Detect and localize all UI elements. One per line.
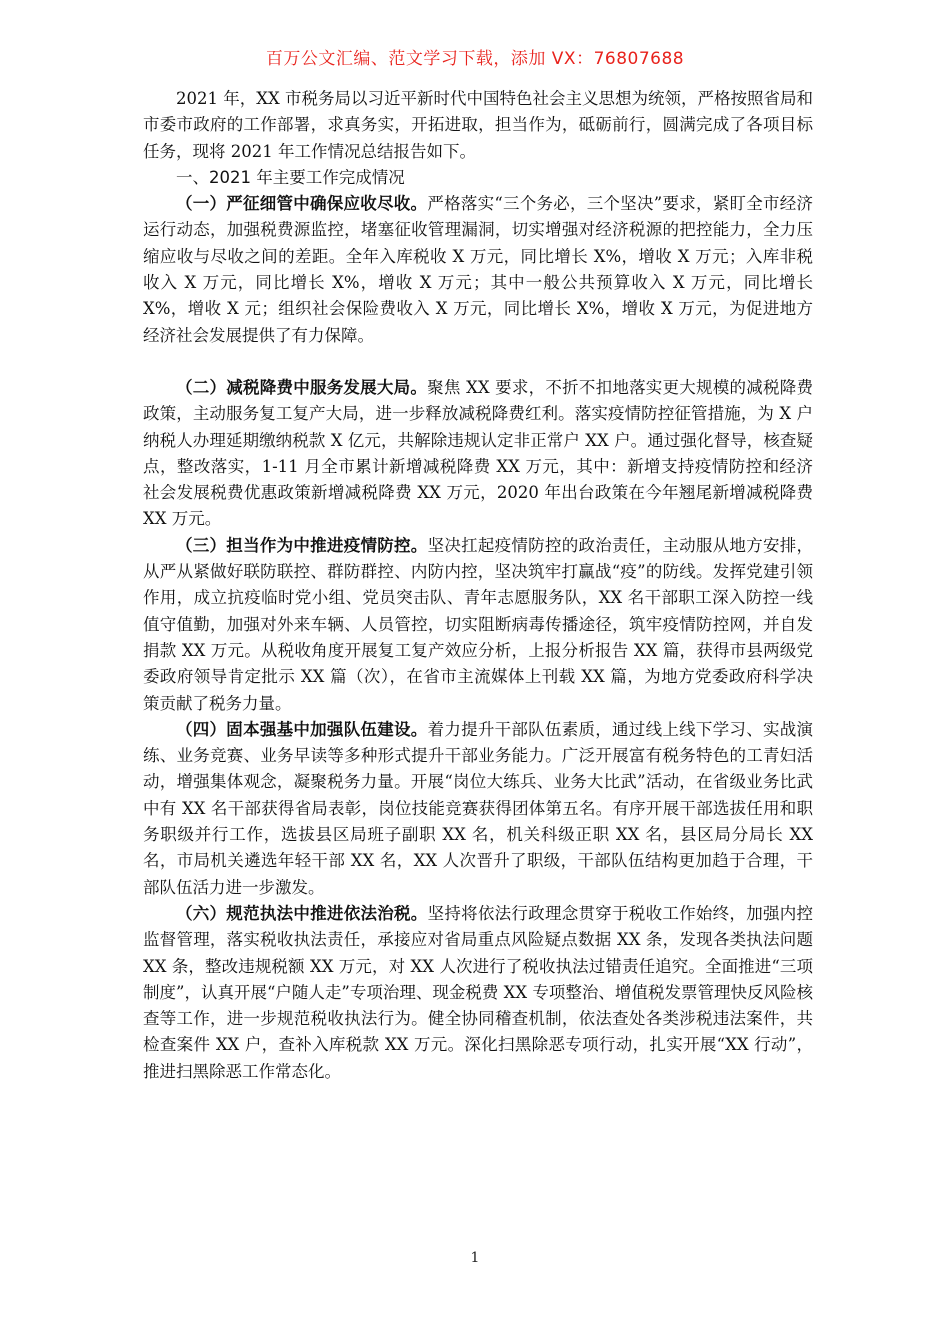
document-body [143,86,813,1085]
item-text-2: 聚焦 XX 要求，不折不扣地落实更大规模的减税降费政策，主动服务复工复产大局，进一步释放减税降费红利。落实疫情防控征管措施，为 X 户纳税人办理延期缴纳税款 X 亿元，共解除违规认定非正常户 XX 户。通过强化督导，核查疑点，整改落实，1-11 月全市累计新增减税降费 XX 万元，其中：新增支持疫情防控和经济社会发展税费优惠政策新增减税降费 XX 万元，2020 年出台政策在今年翘尾新增减税降费 XX 万元。 [143,377,813,529]
item-text-1: 严格落实“三个务必，三个坚决”要求，紧盯全市经济运行动态，加强税费源监控，堵塞征收管理漏洞，切实增强对经济税源的把控能力，全力压缩应收与尽收之间的差距。全年入库税收 X 万元，同比增长 X%，增收 X 万元；入库非税收入 X 万元，同比增长 X%，增收 X 万元；其中一般公共预算收入 X 万元，同比增长 X%，增收 X 元；组织社会保险费收入 X 万元，同比增长 X%，增收 X 万元，为促进地方经济社会发展提供了有力保障。 [143,194,814,345]
item-text-5: 坚持将依法行政理念贯穿于税收工作始终，加强内控监督管理，落实税收执法责任，承接应对省局重点风险疑点数据 XX 条，发现各类执法问题 XX 条，整改违规税额 XX 万元，对 XX 人次进行了税收执法过错责任追究。全面推进“三项制度”，认真开展“户随人走”专项治理、现金税费 XX 专项整治、增值税发票管理快反风险核查等工作，进一步规范税收执法行为。健全协同稽查机制，依法查处各类涉税违法案件，共检查案件 XX 户，查补入库税款 XX 万元。深化扫黑除恶专项行动，扎实开展“XX 行动”，推进扫黑除恶工作常态化。 [143,903,814,1081]
section-heading: 一、2021 年主要工作完成情况 [176,167,405,187]
item-paragraph-2 [143,375,813,533]
item-heading-5: （六）规范执法中推进依法治税。 [176,903,428,923]
item-text-4: 着力提升干部队伍素质，通过线上线下学习、实战演练、业务竞赛、业务早读等多种形式提升干部业务能力。广泛开展富有税务特色的工青妇活动，增强集体观念，凝聚税务力量。开展“岗位大练兵、业务大比武”活动，在省级业务比武中有 XX 名干部获得省局表彰，岗位技能竞赛获得团体第五名。有序开展干部选拔任用和职务职级并行工作，选拔县区局班子副职 XX 名，机关科级正职 XX 名，县区局分局长 XX 名，市局机关遴选年轻干部 XX 名，XX 人次晋升了职级，干部队伍结构更加趋于合理，干部队伍活力进一步激发。 [143,719,814,897]
item-heading-4: （四）固本强基中加强队伍建设。 [176,719,428,739]
item-heading-3: （三）担当作为中推进疫情防控。 [176,535,428,555]
item-paragraph-3 [143,533,813,717]
item-paragraph-5 [143,901,813,1085]
page-number: 1 [470,1250,480,1266]
item-heading-1: （一）严征细管中确保应收尽收。 [176,194,428,214]
item-paragraph-1 [143,191,813,349]
item-text-3: 坚决扛起疫情防控的政治责任，主动服从地方安排，从严从紧做好联防联控、群防群控、内防内控，坚决筑牢打赢战“疫”的防线。发挥党建引领作用，成立抗疫临时党小组、党员突击队、青年志愿服务队，XX 名干部职工深入防控一线值守值勤，加强对外来车辆、人员管控，切实阻断病毒传播途径，筑牢疫情防控网，并自发捐款 XX 万元。从税收角度开展复工复产效应分析，上报分析报告 XX 篇，获得市县两级党委政府领导肯定批示 XX 篇（次），在省市主流媒体上刊载 XX 篇，为地方党委政府科学决策贡献了税务力量。 [143,535,814,713]
header-banner: 百万公文汇编、范文学习下载，添加 VX：76807688 [265,49,685,69]
item-paragraph-4 [143,717,813,901]
item-heading-2: （二）减税降费中服务发展大局。 [176,377,428,397]
intro-paragraph: 2021 年，XX 市税务局以习近平新时代中国特色社会主义思想为统领，严格按照省局和市委市政府的工作部署，求真务实，开拓进取，担当作为，砥砺前行，圆满完成了各项目标任务，现将 2021 年工作情况总结报告如下。 [143,89,813,161]
